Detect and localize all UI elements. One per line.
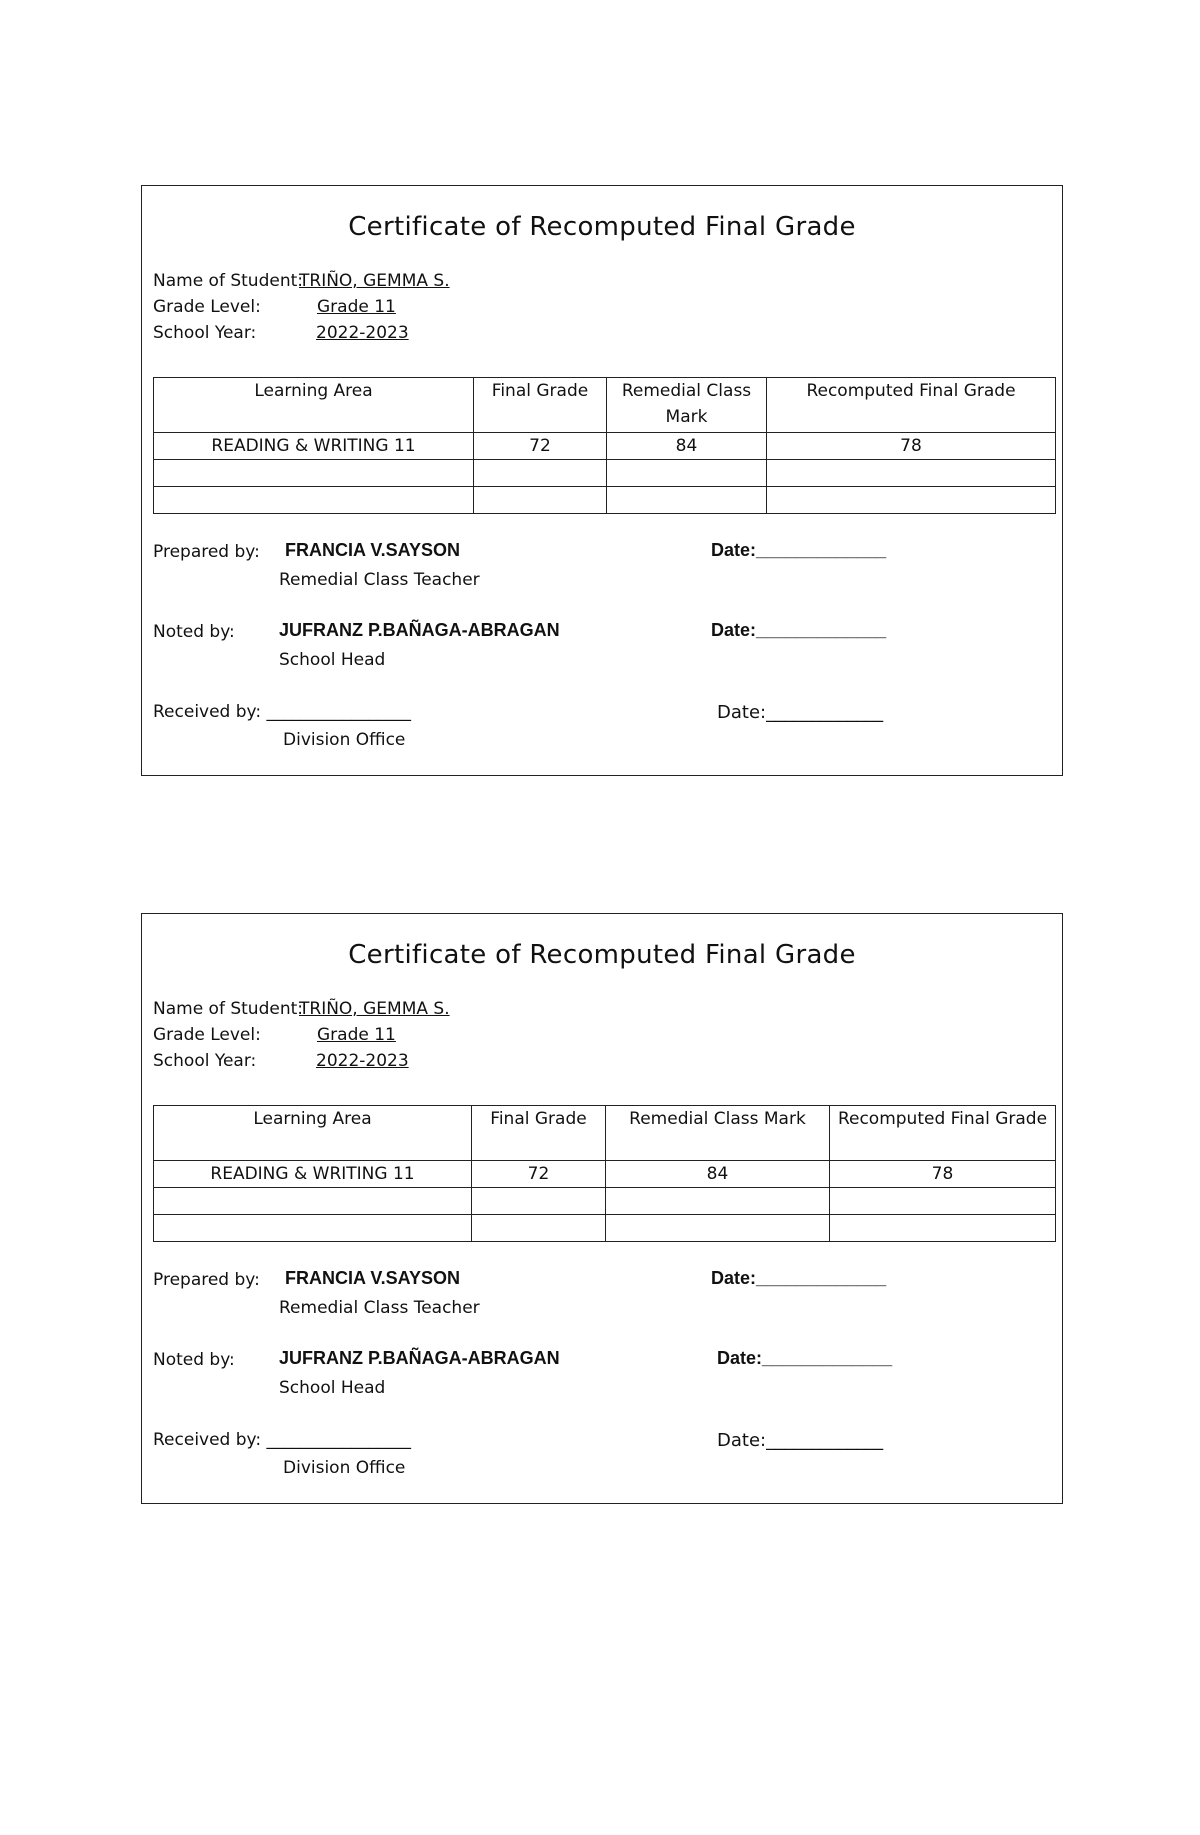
school-year-label: School Year: <box>153 1051 257 1071</box>
student-name-value: TRIÑO, GEMMA S. <box>299 999 450 1019</box>
certificate-2 <box>141 913 1063 1504</box>
header-remedial-class-mark: Remedial Class Mark <box>606 1106 830 1161</box>
header-learning-area: Learning Area <box>154 378 474 433</box>
cell-learning-area: READING & WRITING 11 <box>154 1161 472 1188</box>
received-by-role: Division Office <box>283 730 406 750</box>
prepared-by-label: Prepared by: <box>153 1270 260 1290</box>
table-header-row <box>154 378 1056 433</box>
cell-recomputed-final-grade: 78 <box>767 433 1056 460</box>
received-by-label: Received by: <box>153 702 262 722</box>
received-by-blank: _________________ <box>266 1430 411 1450</box>
table-row-empty <box>154 1188 1056 1215</box>
cell-final-grade: 72 <box>474 433 607 460</box>
prepared-by-name: FRANCIA V.SAYSON <box>285 1268 461 1288</box>
table-row <box>154 1161 1056 1188</box>
prepared-by-role: Remedial Class Teacher <box>279 570 480 590</box>
grade-level-label: Grade Level: <box>153 1025 261 1045</box>
school-year-value: 2022-2023 <box>316 1051 409 1071</box>
cell-remedial-class-mark: 84 <box>606 1161 830 1188</box>
noted-by-line <box>153 620 560 642</box>
noted-by-role: School Head <box>279 1378 386 1398</box>
prepared-by-line <box>153 540 461 562</box>
table-row-empty <box>154 1215 1056 1242</box>
received-date: Date:_____________ <box>717 702 884 723</box>
grade-level-value: Grade 11 <box>317 297 396 317</box>
received-by-line <box>153 702 411 722</box>
header-remedial-class-mark: Remedial Class Mark <box>607 378 767 433</box>
student-name-label: Name of Student: <box>153 999 303 1019</box>
header-final-grade: Final Grade <box>472 1106 606 1161</box>
noted-date: Date:_____________ <box>717 1348 893 1368</box>
prepared-by-name: FRANCIA V.SAYSON <box>285 540 461 560</box>
table-row <box>154 433 1056 460</box>
certificate-1 <box>141 185 1063 776</box>
prepared-date: Date:_____________ <box>711 540 887 560</box>
noted-by-role: School Head <box>279 650 386 670</box>
grade-level-value: Grade 11 <box>317 1025 396 1045</box>
table-row-empty <box>154 460 1056 487</box>
header-learning-area: Learning Area <box>154 1106 472 1161</box>
cell-remedial-class-mark: 84 <box>607 433 767 460</box>
received-by-blank: _________________ <box>266 702 411 722</box>
received-by-role: Division Office <box>283 1458 406 1478</box>
header-final-grade: Final Grade <box>474 378 607 433</box>
student-name-value: TRIÑO, GEMMA S. <box>299 271 450 291</box>
noted-by-name: JUFRANZ P.BAÑAGA-ABRAGAN <box>279 620 560 640</box>
received-date: Date:_____________ <box>717 1430 884 1451</box>
prepared-date: Date:_____________ <box>711 1268 887 1288</box>
table-row-empty <box>154 487 1056 514</box>
school-year-label: School Year: <box>153 323 257 343</box>
grades-table <box>153 1105 1056 1242</box>
header-recomputed-final-grade: Recomputed Final Grade <box>767 378 1056 433</box>
noted-date: Date:_____________ <box>711 620 887 640</box>
noted-by-label: Noted by: <box>153 622 235 642</box>
certificate-title: Certificate of Recomputed Final Grade <box>348 212 856 242</box>
table-header-row <box>154 1106 1056 1161</box>
certificate-title: Certificate of Recomputed Final Grade <box>348 940 856 970</box>
grades-table <box>153 377 1056 514</box>
received-by-line <box>153 1430 411 1450</box>
noted-by-line <box>153 1348 560 1370</box>
noted-by-name: JUFRANZ P.BAÑAGA-ABRAGAN <box>279 1348 560 1368</box>
cell-recomputed-final-grade: 78 <box>830 1161 1056 1188</box>
school-year-value: 2022-2023 <box>316 323 409 343</box>
student-name-label: Name of Student: <box>153 271 303 291</box>
cell-learning-area: READING & WRITING 11 <box>154 433 474 460</box>
header-recomputed-final-grade: Recomputed Final Grade <box>830 1106 1056 1161</box>
prepared-by-line <box>153 1268 461 1290</box>
noted-by-label: Noted by: <box>153 1350 235 1370</box>
received-by-label: Received by: <box>153 1430 262 1450</box>
grade-level-label: Grade Level: <box>153 297 261 317</box>
cell-final-grade: 72 <box>472 1161 606 1188</box>
prepared-by-label: Prepared by: <box>153 542 260 562</box>
prepared-by-role: Remedial Class Teacher <box>279 1298 480 1318</box>
